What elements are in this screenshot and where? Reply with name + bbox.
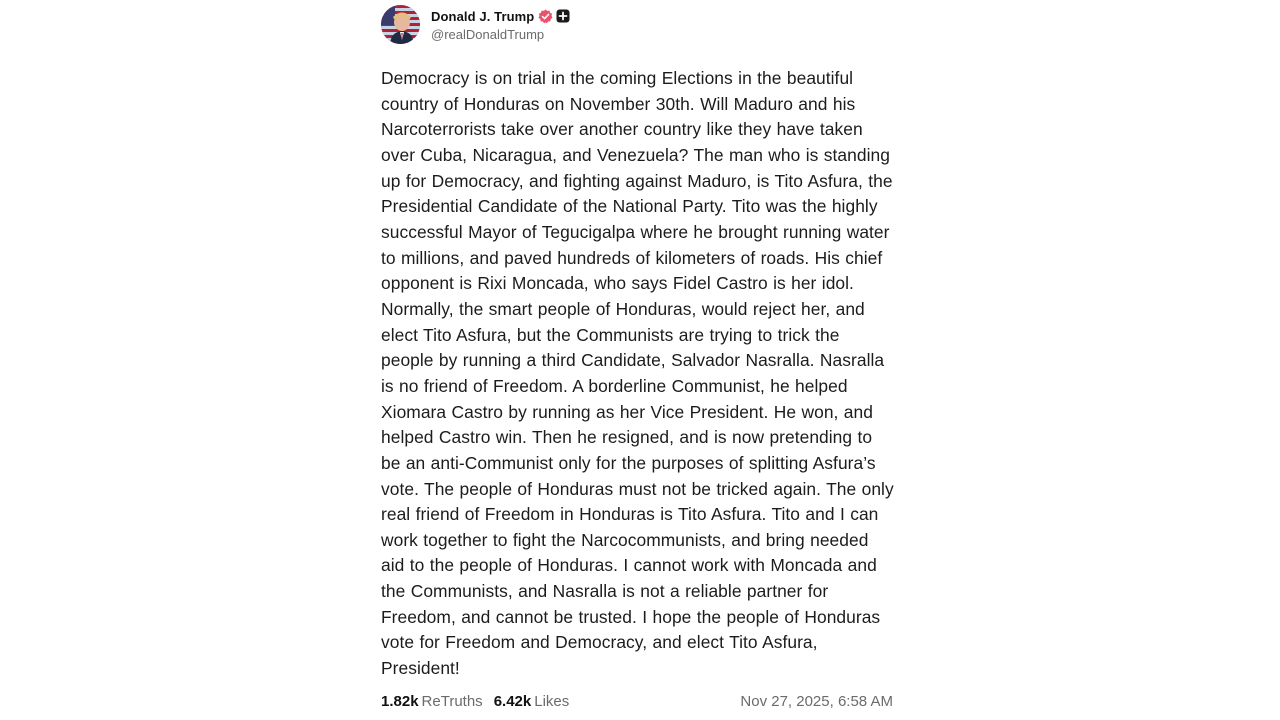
author-name-row — [431, 7, 570, 25]
post-card — [381, 0, 895, 720]
post-body-text: Democracy is on trial in the coming Elections in the beautiful country of Honduras on November 30th. Will Maduro and his Narcoterrorists take over another country like they have taken over Cuba, Nicaragua, and Venezuela? The man who is standing up for Democracy, and fighting against Maduro, is Tito Asfura, the Presidential Candidate of the National Party. Tito was the highly successful Mayor of Tegucigalpa where he brought running water to millions, and paved hundreds of kilometers of roads. His chief opponent is Rixi Moncada, who says Fidel Castro is her idol. Normally, the smart people of Honduras, would reject her, and elect Tito Asfura, but the Communists are trying to trick the people by running a third Candidate, Salvador Nasralla. Nasralla is no friend of Freedom. A borderline Communist, he helped Xiomara Castro by running as her Vice President. He won, and helped Castro win. Then he resigned, and is now pretending to be an anti-Communist only for the purposes of splitting Asfura’s vote. The people of Honduras must not be tricked again. The only real friend of Freedom in Honduras is Tito Asfura. Tito and I can work together to fight the Narcocommunists, and bring needed aid to the people of Honduras. I cannot work with Moncada and the Communists, and Nasralla is not a reliable partner for Freedom, and cannot be trusted. I hope the people of Honduras vote for Freedom and Democracy, and elect Tito Asfura, President! — [381, 68, 894, 679]
author-display-name[interactable]: Donald J. Trump — [431, 8, 535, 24]
retruths-stat[interactable] — [381, 693, 483, 710]
likes-label: Likes — [534, 692, 570, 710]
avatar-image — [381, 5, 420, 44]
retruths-label: ReTruths — [421, 692, 483, 710]
likes-count: 6.42k — [493, 692, 532, 710]
post-footer — [381, 690, 893, 712]
author-handle[interactable]: @realDonaldTrump — [431, 27, 545, 42]
retruths-count: 1.82k — [381, 692, 419, 710]
post-header — [381, 5, 895, 45]
verified-badge-icon — [538, 9, 553, 24]
likes-stat[interactable] — [494, 693, 570, 710]
post-timestamp[interactable]: Nov 27, 2025, 6:58 AM — [740, 692, 893, 710]
avatar[interactable] — [381, 5, 420, 44]
plus-badge-icon — [556, 9, 570, 23]
